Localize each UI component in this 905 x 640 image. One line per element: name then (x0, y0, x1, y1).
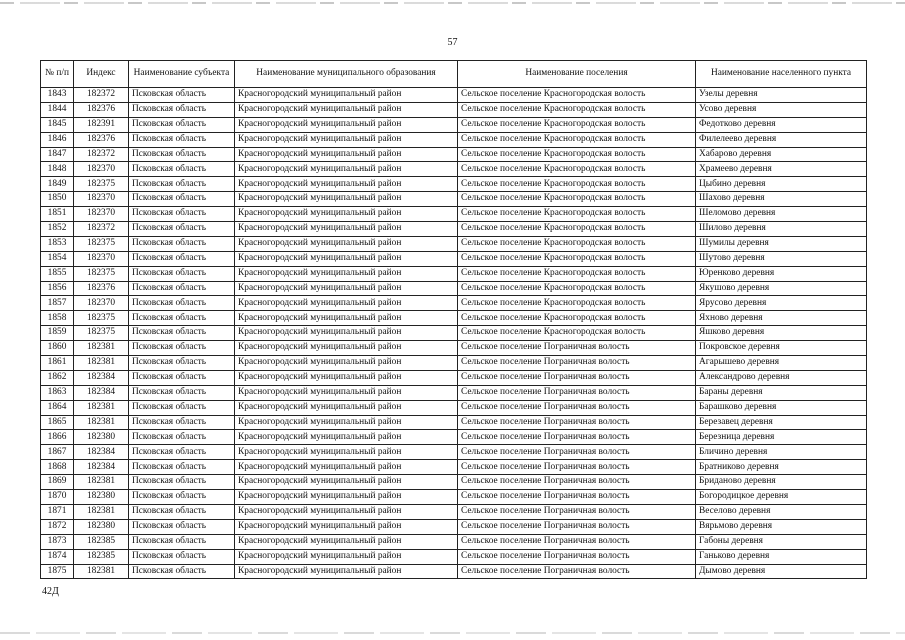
cell-index: 182370 (74, 162, 129, 177)
cell-locality: Ярусово деревня (696, 296, 867, 311)
cell-municipality: Красногородский муниципальный район (235, 549, 458, 564)
cell-locality: Якушово деревня (696, 281, 867, 296)
cell-num: 1849 (41, 177, 74, 192)
cell-municipality: Красногородский муниципальный район (235, 311, 458, 326)
cell-index: 182372 (74, 222, 129, 237)
cell-locality: Юренково деревня (696, 266, 867, 281)
table-row (41, 445, 867, 460)
cell-num: 1845 (41, 117, 74, 132)
cell-index: 182370 (74, 296, 129, 311)
header-index: Индекс (74, 61, 129, 88)
cell-index: 182372 (74, 147, 129, 162)
cell-subject: Псковская область (129, 266, 235, 281)
cell-subject: Псковская область (129, 251, 235, 266)
cell-municipality: Красногородский муниципальный район (235, 281, 458, 296)
cell-municipality: Красногородский муниципальный район (235, 415, 458, 430)
table-row (41, 326, 867, 341)
cell-index: 182385 (74, 534, 129, 549)
cell-subject: Псковская область (129, 356, 235, 371)
cell-municipality: Красногородский муниципальный район (235, 326, 458, 341)
cell-index: 182380 (74, 430, 129, 445)
footer-code: 42Д (42, 586, 59, 597)
table-row (41, 385, 867, 400)
cell-index: 182381 (74, 341, 129, 356)
cell-subject: Псковская область (129, 326, 235, 341)
cell-municipality: Красногородский муниципальный район (235, 222, 458, 237)
cell-settlement: Сельское поселение Пограничная волость (458, 519, 696, 534)
cell-settlement: Сельское поселение Пограничная волость (458, 341, 696, 356)
cell-subject: Псковская область (129, 549, 235, 564)
cell-settlement: Сельское поселение Красногородская волость (458, 88, 696, 103)
cell-locality: Филелеево деревня (696, 132, 867, 147)
table-row (41, 296, 867, 311)
cell-locality: Шилово деревня (696, 222, 867, 237)
scan-edge-top (0, 2, 905, 4)
cell-municipality: Красногородский муниципальный район (235, 564, 458, 579)
cell-locality: Ганьково деревня (696, 549, 867, 564)
cell-subject: Псковская область (129, 147, 235, 162)
cell-settlement: Сельское поселение Красногородская волость (458, 132, 696, 147)
cell-subject: Псковская область (129, 385, 235, 400)
cell-municipality: Красногородский муниципальный район (235, 88, 458, 103)
cell-locality: Яхново деревня (696, 311, 867, 326)
cell-subject: Псковская область (129, 88, 235, 103)
cell-num: 1872 (41, 519, 74, 534)
cell-subject: Псковская область (129, 504, 235, 519)
cell-num: 1844 (41, 102, 74, 117)
cell-num: 1865 (41, 415, 74, 430)
cell-locality: Узелы деревня (696, 88, 867, 103)
cell-num: 1850 (41, 192, 74, 207)
table-row (41, 490, 867, 505)
cell-settlement: Сельское поселение Пограничная волость (458, 415, 696, 430)
table-body (41, 88, 867, 579)
cell-municipality: Красногородский муниципальный район (235, 117, 458, 132)
table-row (41, 102, 867, 117)
table-row (41, 117, 867, 132)
cell-locality: Хабарово деревня (696, 147, 867, 162)
cell-municipality: Красногородский муниципальный район (235, 147, 458, 162)
registry-table (40, 60, 867, 579)
cell-subject: Псковская область (129, 534, 235, 549)
cell-municipality: Красногородский муниципальный район (235, 102, 458, 117)
cell-num: 1858 (41, 311, 74, 326)
cell-municipality: Красногородский муниципальный район (235, 236, 458, 251)
cell-index: 182381 (74, 564, 129, 579)
cell-locality: Агарышево деревня (696, 356, 867, 371)
cell-index: 182375 (74, 236, 129, 251)
cell-municipality: Красногородский муниципальный район (235, 356, 458, 371)
table-row (41, 266, 867, 281)
cell-subject: Псковская область (129, 102, 235, 117)
cell-num: 1864 (41, 400, 74, 415)
cell-locality: Бличино деревня (696, 445, 867, 460)
cell-locality: Яшково деревня (696, 326, 867, 341)
cell-num: 1868 (41, 460, 74, 475)
cell-locality: Покровское деревня (696, 341, 867, 356)
cell-num: 1866 (41, 430, 74, 445)
cell-municipality: Красногородский муниципальный район (235, 504, 458, 519)
cell-subject: Псковская область (129, 207, 235, 222)
cell-locality: Цыбино деревня (696, 177, 867, 192)
cell-subject: Псковская область (129, 370, 235, 385)
cell-index: 182381 (74, 356, 129, 371)
header-municipality: Наименование муниципального образования (235, 61, 458, 88)
cell-municipality: Красногородский муниципальный район (235, 296, 458, 311)
cell-index: 182380 (74, 490, 129, 505)
table-row (41, 370, 867, 385)
cell-subject: Псковская область (129, 296, 235, 311)
cell-subject: Псковская область (129, 430, 235, 445)
table-row (41, 549, 867, 564)
cell-index: 182384 (74, 385, 129, 400)
cell-num: 1848 (41, 162, 74, 177)
cell-index: 182384 (74, 460, 129, 475)
cell-settlement: Сельское поселение Красногородская волость (458, 177, 696, 192)
table-row (41, 236, 867, 251)
cell-settlement: Сельское поселение Красногородская волость (458, 207, 696, 222)
cell-index: 182384 (74, 370, 129, 385)
cell-num: 1856 (41, 281, 74, 296)
cell-settlement: Сельское поселение Красногородская волость (458, 162, 696, 177)
cell-locality: Барашково деревня (696, 400, 867, 415)
cell-index: 182375 (74, 177, 129, 192)
cell-subject: Псковская область (129, 281, 235, 296)
cell-settlement: Сельское поселение Пограничная волость (458, 504, 696, 519)
table-row (41, 519, 867, 534)
cell-index: 182380 (74, 519, 129, 534)
cell-municipality: Красногородский муниципальный район (235, 445, 458, 460)
cell-settlement: Сельское поселение Пограничная волость (458, 385, 696, 400)
cell-locality: Габоны деревня (696, 534, 867, 549)
cell-num: 1867 (41, 445, 74, 460)
table-row (41, 341, 867, 356)
cell-num: 1846 (41, 132, 74, 147)
table-row (41, 534, 867, 549)
table-row (41, 504, 867, 519)
cell-locality: Шутово деревня (696, 251, 867, 266)
cell-num: 1862 (41, 370, 74, 385)
scan-edge-bottom (0, 632, 905, 634)
cell-index: 182370 (74, 251, 129, 266)
cell-settlement: Сельское поселение Пограничная волость (458, 460, 696, 475)
table-row (41, 564, 867, 579)
cell-subject: Псковская область (129, 162, 235, 177)
cell-settlement: Сельское поселение Красногородская волость (458, 326, 696, 341)
cell-settlement: Сельское поселение Красногородская волость (458, 222, 696, 237)
table-row (41, 430, 867, 445)
cell-settlement: Сельское поселение Красногородская волость (458, 311, 696, 326)
cell-settlement: Сельское поселение Красногородская волость (458, 192, 696, 207)
cell-num: 1871 (41, 504, 74, 519)
cell-subject: Псковская область (129, 475, 235, 490)
cell-index: 182375 (74, 326, 129, 341)
table-row (41, 132, 867, 147)
cell-municipality: Красногородский муниципальный район (235, 430, 458, 445)
table-row (41, 460, 867, 475)
cell-num: 1860 (41, 341, 74, 356)
cell-num: 1853 (41, 236, 74, 251)
cell-municipality: Красногородский муниципальный район (235, 162, 458, 177)
cell-settlement: Сельское поселение Пограничная волость (458, 549, 696, 564)
table-row (41, 207, 867, 222)
table-row (41, 177, 867, 192)
header-subject: Наименование субъекта (129, 61, 235, 88)
cell-locality: Усово деревня (696, 102, 867, 117)
cell-num: 1851 (41, 207, 74, 222)
cell-subject: Псковская область (129, 519, 235, 534)
cell-municipality: Красногородский муниципальный район (235, 385, 458, 400)
cell-locality: Шеломово деревня (696, 207, 867, 222)
cell-locality: Бараны деревня (696, 385, 867, 400)
cell-num: 1863 (41, 385, 74, 400)
cell-index: 182381 (74, 504, 129, 519)
cell-locality: Александрово деревня (696, 370, 867, 385)
cell-settlement: Сельское поселение Пограничная волость (458, 356, 696, 371)
cell-subject: Псковская область (129, 460, 235, 475)
cell-index: 182372 (74, 88, 129, 103)
cell-municipality: Красногородский муниципальный район (235, 490, 458, 505)
cell-settlement: Сельское поселение Пограничная волость (458, 445, 696, 460)
table-row (41, 147, 867, 162)
cell-index: 182381 (74, 415, 129, 430)
table-row (41, 222, 867, 237)
cell-settlement: Сельское поселение Пограничная волость (458, 430, 696, 445)
cell-settlement: Сельское поселение Красногородская волость (458, 102, 696, 117)
cell-settlement: Сельское поселение Красногородская волость (458, 281, 696, 296)
cell-settlement: Сельское поселение Красногородская волость (458, 251, 696, 266)
cell-settlement: Сельское поселение Красногородская волость (458, 147, 696, 162)
cell-locality: Храмеево деревня (696, 162, 867, 177)
table-row (41, 475, 867, 490)
cell-locality: Веселово деревня (696, 504, 867, 519)
cell-locality: Бриданово деревня (696, 475, 867, 490)
cell-subject: Псковская область (129, 117, 235, 132)
cell-settlement: Сельское поселение Пограничная волость (458, 370, 696, 385)
table-row (41, 281, 867, 296)
cell-municipality: Красногородский муниципальный район (235, 177, 458, 192)
table-row (41, 251, 867, 266)
cell-municipality: Красногородский муниципальный район (235, 251, 458, 266)
cell-num: 1861 (41, 356, 74, 371)
cell-settlement: Сельское поселение Пограничная волость (458, 475, 696, 490)
cell-settlement: Сельское поселение Красногородская волость (458, 117, 696, 132)
cell-municipality: Красногородский муниципальный район (235, 460, 458, 475)
cell-index: 182375 (74, 266, 129, 281)
cell-subject: Псковская область (129, 192, 235, 207)
cell-num: 1859 (41, 326, 74, 341)
table-row (41, 400, 867, 415)
cell-locality: Шумилы деревня (696, 236, 867, 251)
cell-municipality: Красногородский муниципальный район (235, 400, 458, 415)
cell-index: 182375 (74, 311, 129, 326)
cell-subject: Псковская область (129, 400, 235, 415)
cell-num: 1874 (41, 549, 74, 564)
cell-num: 1870 (41, 490, 74, 505)
cell-index: 182385 (74, 549, 129, 564)
cell-num: 1869 (41, 475, 74, 490)
cell-subject: Псковская область (129, 177, 235, 192)
cell-locality: Березавец деревня (696, 415, 867, 430)
header-settlement: Наименование поселения (458, 61, 696, 88)
cell-locality: Федотково деревня (696, 117, 867, 132)
cell-locality: Березница деревня (696, 430, 867, 445)
cell-num: 1875 (41, 564, 74, 579)
cell-municipality: Красногородский муниципальный район (235, 207, 458, 222)
table-row (41, 415, 867, 430)
page-number: 57 (447, 37, 458, 48)
cell-num: 1843 (41, 88, 74, 103)
cell-index: 182391 (74, 117, 129, 132)
table-row (41, 311, 867, 326)
table-row (41, 356, 867, 371)
cell-settlement: Сельское поселение Пограничная волость (458, 490, 696, 505)
table-row (41, 162, 867, 177)
cell-municipality: Красногородский муниципальный район (235, 266, 458, 281)
cell-municipality: Красногородский муниципальный район (235, 534, 458, 549)
cell-subject: Псковская область (129, 445, 235, 460)
cell-index: 182381 (74, 475, 129, 490)
cell-subject: Псковская область (129, 415, 235, 430)
cell-municipality: Красногородский муниципальный район (235, 519, 458, 534)
cell-locality: Дымово деревня (696, 564, 867, 579)
cell-locality: Шахово деревня (696, 192, 867, 207)
cell-locality: Богородицкое деревня (696, 490, 867, 505)
cell-subject: Псковская область (129, 341, 235, 356)
cell-index: 182376 (74, 102, 129, 117)
header-locality: Наименование населенного пункта (696, 61, 867, 88)
table-row (41, 192, 867, 207)
cell-settlement: Сельское поселение Пограничная волость (458, 400, 696, 415)
cell-subject: Псковская область (129, 132, 235, 147)
cell-index: 182381 (74, 400, 129, 415)
cell-subject: Псковская область (129, 311, 235, 326)
cell-index: 182376 (74, 281, 129, 296)
cell-municipality: Красногородский муниципальный район (235, 475, 458, 490)
cell-settlement: Сельское поселение Красногородская волость (458, 236, 696, 251)
cell-subject: Псковская область (129, 222, 235, 237)
cell-num: 1855 (41, 266, 74, 281)
cell-index: 182376 (74, 132, 129, 147)
cell-index: 182370 (74, 207, 129, 222)
cell-municipality: Красногородский муниципальный район (235, 192, 458, 207)
cell-municipality: Красногородский муниципальный район (235, 341, 458, 356)
cell-num: 1857 (41, 296, 74, 311)
cell-settlement: Сельское поселение Красногородская волость (458, 266, 696, 281)
cell-settlement: Сельское поселение Красногородская волость (458, 296, 696, 311)
cell-settlement: Сельское поселение Пограничная волость (458, 564, 696, 579)
cell-municipality: Красногородский муниципальный район (235, 370, 458, 385)
cell-subject: Псковская область (129, 564, 235, 579)
cell-num: 1873 (41, 534, 74, 549)
cell-subject: Псковская область (129, 236, 235, 251)
cell-num: 1852 (41, 222, 74, 237)
cell-subject: Псковская область (129, 490, 235, 505)
header-num: № п/п (41, 61, 74, 88)
cell-locality: Братниково деревня (696, 460, 867, 475)
cell-num: 1847 (41, 147, 74, 162)
cell-locality: Вярьмово деревня (696, 519, 867, 534)
cell-municipality: Красногородский муниципальный район (235, 132, 458, 147)
cell-index: 182370 (74, 192, 129, 207)
table-row (41, 88, 867, 103)
cell-settlement: Сельское поселение Пограничная волость (458, 534, 696, 549)
cell-index: 182384 (74, 445, 129, 460)
cell-num: 1854 (41, 251, 74, 266)
table-header-row (41, 61, 867, 88)
